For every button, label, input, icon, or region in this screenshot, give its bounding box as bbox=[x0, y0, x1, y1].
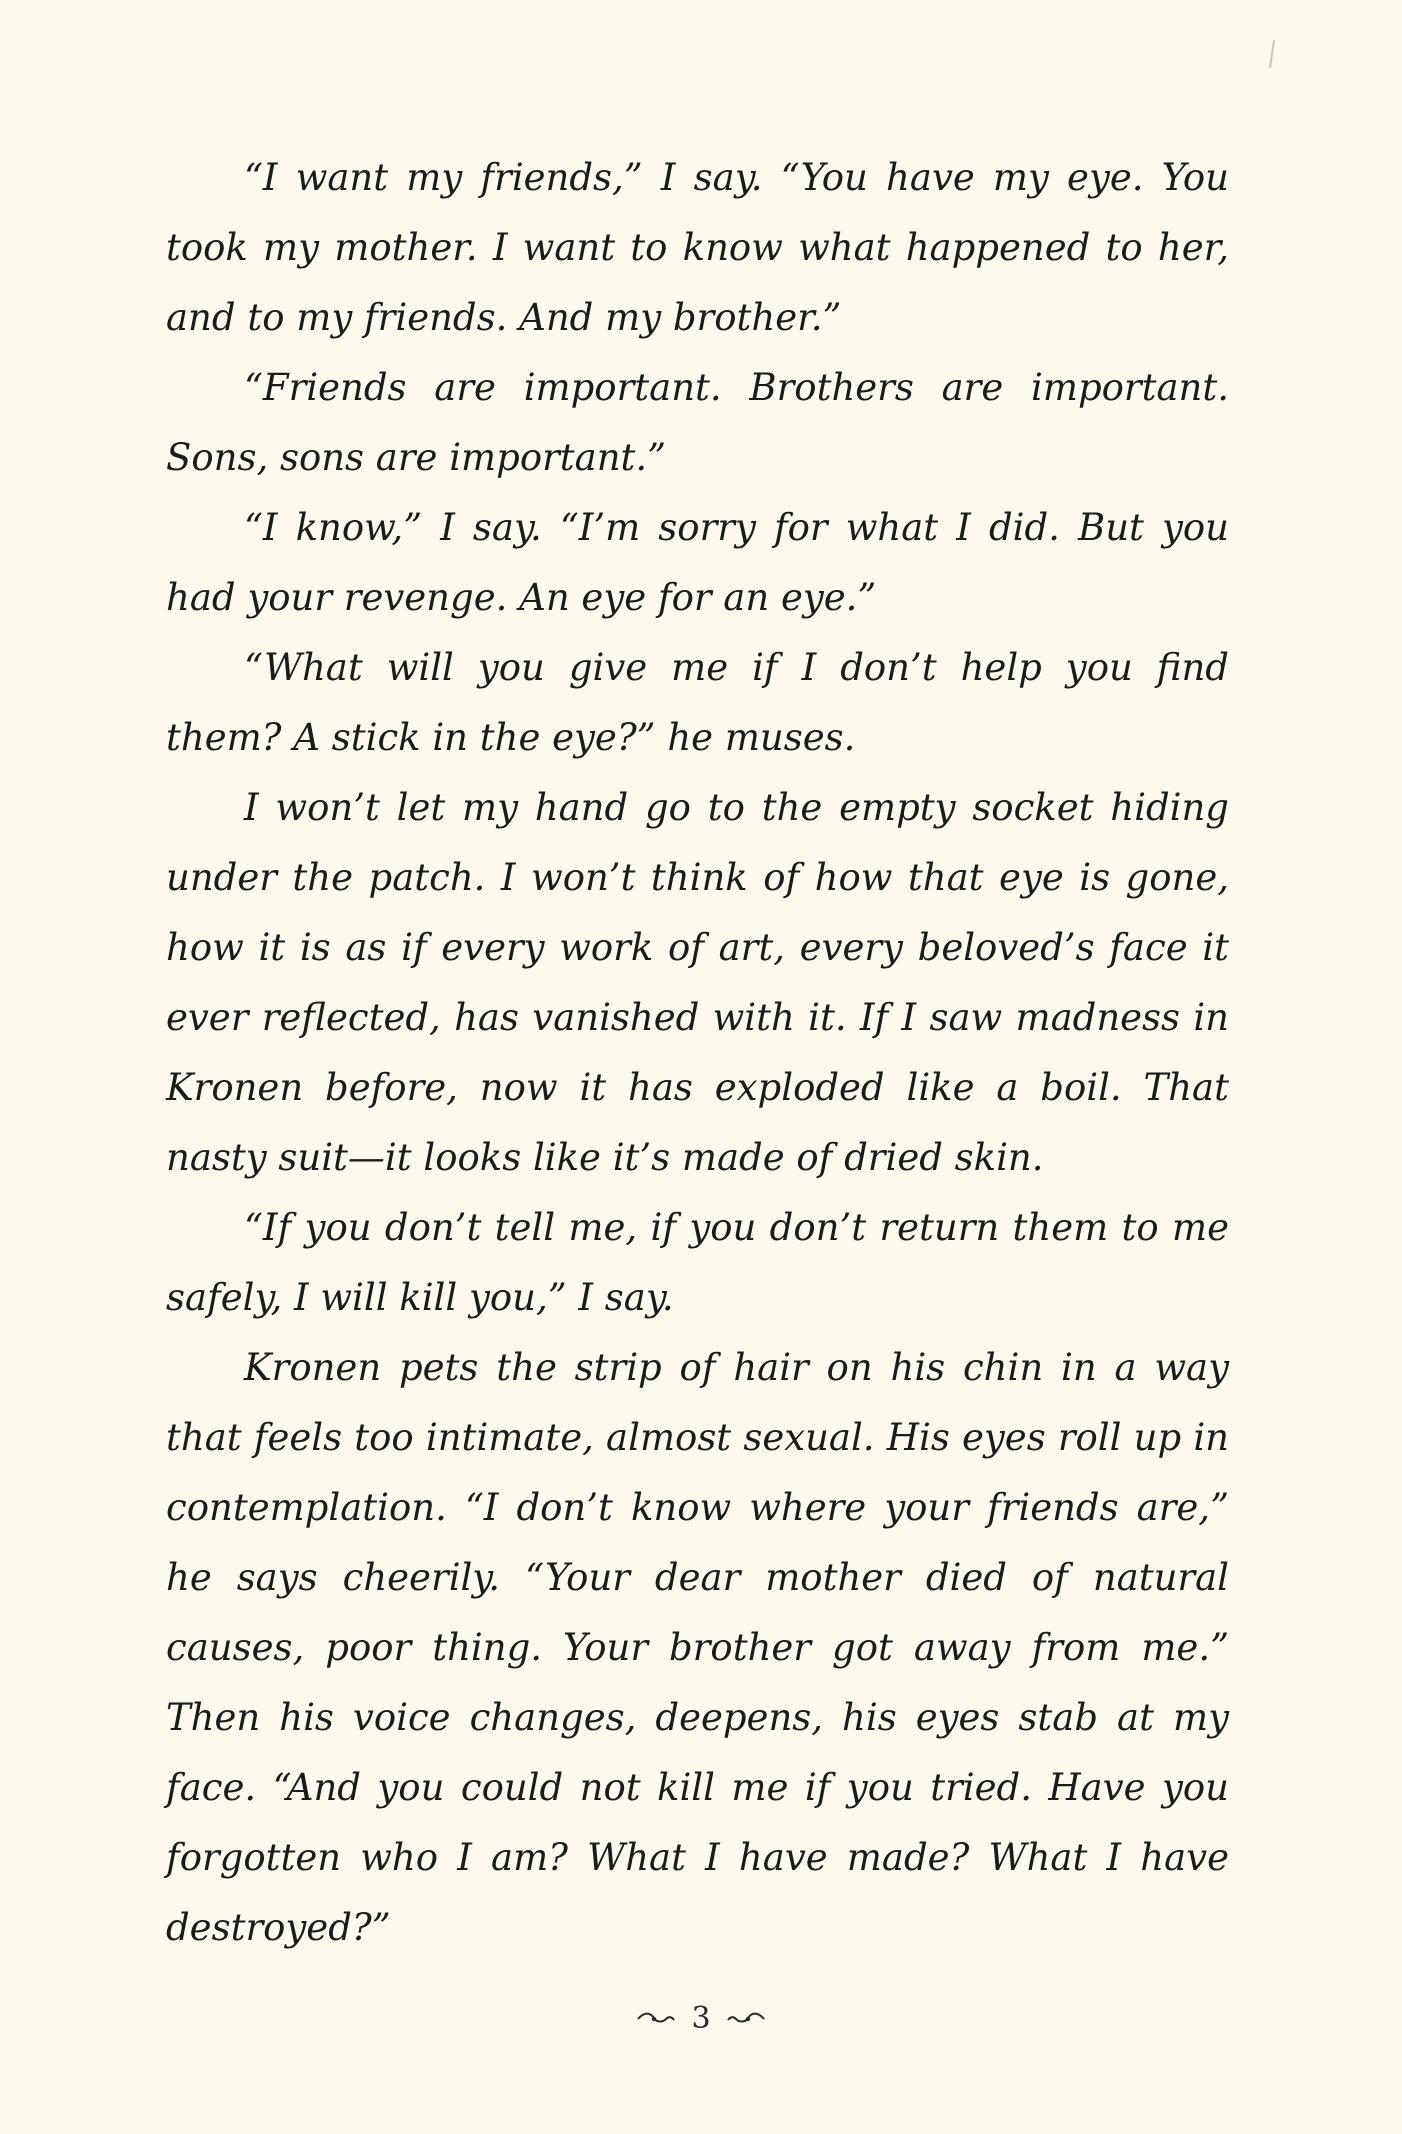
paragraph-3: “I know,” I say. “I’m sorry for what I did. But you had your revenge. An eye for an eye.” bbox=[166, 506, 1229, 619]
paragraph-4: “What will you give me if I don’t help you find them? A stick in the eye?” he muses. bbox=[166, 646, 1229, 759]
paragraph-7: Kronen pets the strip of hair on his chin in a way that feels too intimate, almost sexual. His eyes roll up in contemplation. “I don’t know where your friends are,” he says cheerily. “Your dear mother died of natural causes, poor thing. Your brother got away from me.” Then his voice changes, deepens, his eyes stab at my face. “And you could not kill me if you tried. Have you forgotten who I am? What I have made? What I have destroyed?” bbox=[166, 1346, 1229, 1949]
paragraph-5: I won’t let my hand go to the empty socket hiding under the patch. I won’t think of how that eye is gone, how it is as if every work of art, every beloved’s face it ever reflected, has vanished with it. If I saw madness in Kronen before, now it has exploded like a boil. That nasty suit—it looks like it’s made of dried skin. bbox=[166, 786, 1229, 1179]
paragraph-6: “If you don’t tell me, if you don’t return them to me safely, I will kill you,” I say. bbox=[166, 1206, 1229, 1319]
flourish-right-icon bbox=[726, 2010, 766, 2028]
page-folio bbox=[0, 1998, 1402, 2039]
scan-edge-mark bbox=[1269, 40, 1275, 68]
body-text bbox=[166, 143, 1229, 1963]
page-number: 3 bbox=[691, 2001, 711, 2036]
paragraph-2: “Friends are important. Brothers are important. Sons, sons are important.” bbox=[166, 366, 1229, 479]
paragraph-1: “I want my friends,” I say. “You have my eye. You took my mother. I want to know what happened to her, and to my friends. And my brother.” bbox=[166, 156, 1229, 339]
flourish-left-icon bbox=[636, 2010, 676, 2028]
